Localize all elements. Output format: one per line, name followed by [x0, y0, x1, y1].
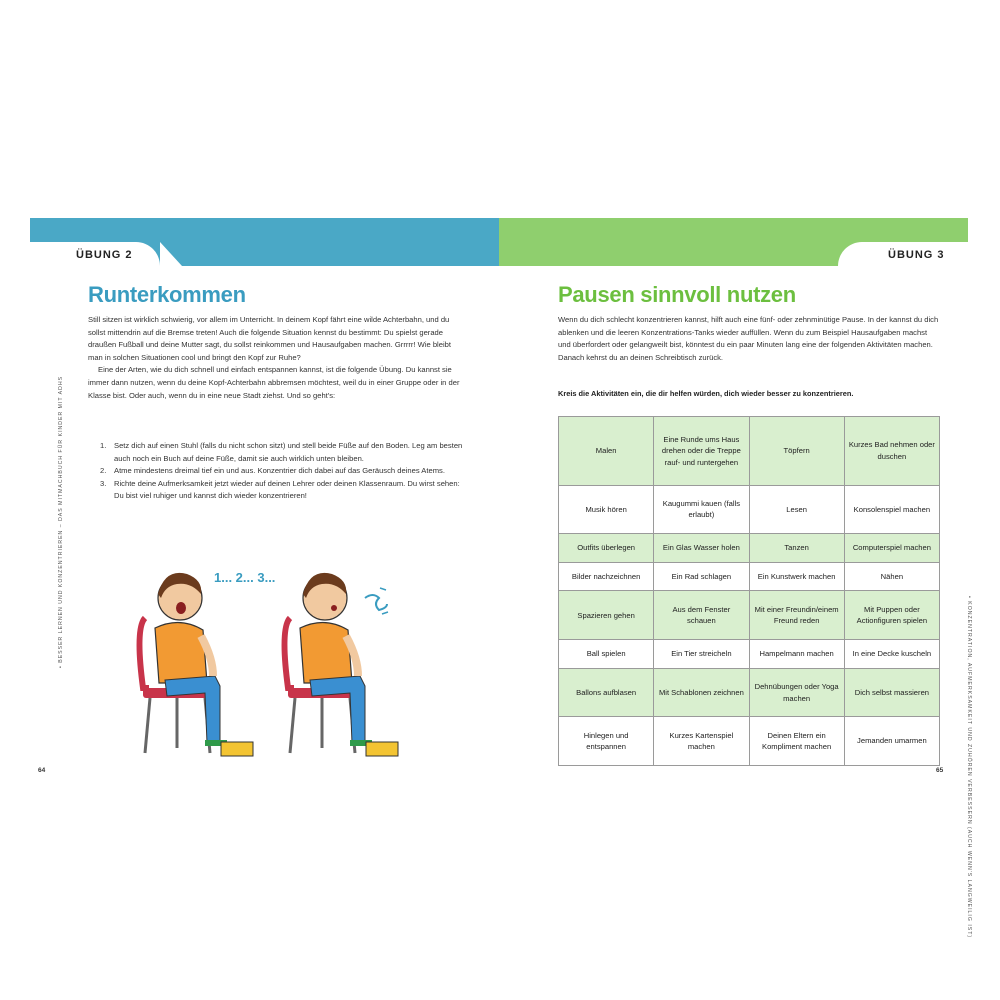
page-number-left: 64 — [38, 767, 46, 774]
table-row — [559, 534, 940, 563]
instruction-text: Kreis die Aktivitäten ein, die dir helfen würden, dich wieder besser zu konzentrieren. — [558, 389, 854, 398]
step-item — [100, 440, 464, 465]
activity-cell[interactable]: Hinlegen und entspannen — [559, 717, 654, 766]
activity-cell[interactable]: Mit Puppen oder Actionfiguren spielen — [844, 591, 939, 640]
activity-cell[interactable]: Aus dem Fenster schauen — [654, 591, 749, 640]
exercise-label-right: ÜBUNG 3 — [838, 242, 968, 266]
activity-cell[interactable]: Deinen Eltern ein Kompliment machen — [749, 717, 844, 766]
activity-cell[interactable]: Mit einer Freundin/einem Freund reden — [749, 591, 844, 640]
activity-cell[interactable]: Jemanden umarmen — [844, 717, 939, 766]
activity-cell[interactable]: Mit Schablonen zeichnen — [654, 668, 749, 717]
book-spread — [30, 218, 972, 939]
activity-cell[interactable]: Kurzes Bad nehmen oder duschen — [844, 417, 939, 486]
paragraph: Eine der Arten, wie du dich schnell und einfach entspannen kannst, ist die folgende Übung. Du kannst sie immer dann nutzen, wenn du deine Kopf-Achterbahn abbremsen möchtest, weil du in einer Gruppe oder in der Klasse bist. Oder auch, wenn du in eine neue Stadt ziehst. Und so geht's: — [88, 365, 460, 400]
activity-cell[interactable]: Hampelmann machen — [749, 640, 844, 669]
activity-cell[interactable]: Dehnübungen oder Yoga machen — [749, 668, 844, 717]
page-number-right: 65 — [936, 767, 944, 774]
intro-text-left — [88, 314, 466, 402]
activity-cell[interactable]: Ball spielen — [559, 640, 654, 669]
step-text: Setz dich auf einen Stuhl (falls du nicht schon sitzt) und stell beide Füße auf den Boden. Leg am besten auch noch ein Buch auf deine Füße, damit sie auch wirklich unten bleiben. — [114, 441, 463, 463]
activity-cell[interactable]: Ein Tier streicheln — [654, 640, 749, 669]
activity-cell[interactable]: Outfits überlegen — [559, 534, 654, 563]
kid-inhaling-illustration — [125, 558, 255, 768]
table-row — [559, 591, 940, 640]
table-row — [559, 485, 940, 534]
activity-cell[interactable]: Dich selbst massieren — [844, 668, 939, 717]
paragraph: Still sitzen ist wirklich schwierig, vor allem im Unterricht. In deinem Kopf fährt eine wilde Achterbahn, und du sollst mittendrin auf die Bremse treten! Auch die folgende Situation kennst du bestimmt: Du spielst gerade draußen Fußball und deine Mutter sagt, du sollst reinkommen und Hausaufgaben machen. Grrrrr! Wie bleibt man in solchen Situationen cool und bringt den Kopf zur Ruhe? — [88, 315, 451, 362]
step-item — [100, 465, 464, 478]
step-item — [100, 478, 464, 503]
activity-cell[interactable]: Tanzen — [749, 534, 844, 563]
activity-cell[interactable]: Musik hören — [559, 485, 654, 534]
step-number: 2. — [100, 466, 107, 476]
exercise-steps — [100, 440, 464, 503]
activity-cell[interactable]: Malen — [559, 417, 654, 486]
page-title-left: Runterkommen — [88, 282, 246, 307]
activity-cell[interactable]: Ein Kunstwerk machen — [749, 562, 844, 591]
table-row — [559, 562, 940, 591]
activity-cell[interactable]: Bilder nachzeichnen — [559, 562, 654, 591]
page-title-right: Pausen sinnvoll nutzen — [558, 282, 796, 307]
activity-cell[interactable]: Kaugummi kauen (falls erlaubt) — [654, 485, 749, 534]
table-row — [559, 717, 940, 766]
step-text: Richte deine Aufmerksamkeit jetzt wieder auf deinen Lehrer oder deinen Klassenraum. Du wirst sehen: Du bist viel ruhiger und kannst dich wieder konzentrieren! — [114, 478, 460, 501]
activity-cell[interactable]: Konsolenspiel machen — [844, 485, 939, 534]
activity-cell[interactable]: Nähen — [844, 562, 939, 591]
activity-cell[interactable]: Kurzes Kartenspiel machen — [654, 717, 749, 766]
table-row — [559, 668, 940, 717]
exercise-label-left: ÜBUNG 2 — [30, 242, 160, 266]
activity-cell[interactable]: Lesen — [749, 485, 844, 534]
activity-cell[interactable]: Ein Glas Wasser holen — [654, 534, 749, 563]
table-row — [559, 417, 940, 486]
activity-cell[interactable]: Eine Runde ums Haus drehen oder die Treppe rauf- und runtergehen — [654, 417, 749, 486]
side-running-title-right: • KONZENTRATION, AUFMERKSAMKEIT UND ZUHÖREN VERBESSERN (AUCH WENN'S LANGWEILIG IST) — [966, 596, 972, 939]
activities-table — [558, 416, 940, 766]
activity-cell[interactable]: Computerspiel machen — [844, 534, 939, 563]
breath-count-label: 1... 2... 3... — [214, 570, 276, 585]
kid-exhaling-illustration — [270, 558, 410, 768]
table-row — [559, 640, 940, 669]
activity-cell[interactable]: In eine Decke kuscheln — [844, 640, 939, 669]
step-number: 1. — [100, 441, 107, 450]
intro-text-right: Wenn du dich schlecht konzentrieren kannst, hilft auch eine fünf- oder zehnminütige Pause. In der kannst du dich ablenken und die leeren Konzentrations-Tanks wieder auffüllen. Wenn du zum Beispiel Hausaufgaben machst und überfordert oder gelangweilt bist, könntest du ein paar Minuten lang eine der folgenden Aktivitäten machen. Danach kehrst du an deinen Schreibtisch zurück. — [558, 315, 939, 362]
side-running-title-left: • BESSER LERNEN UND KONZENTRIEREN – DAS MITMACHBUCH FÜR KINDER MIT ADHS — [58, 375, 64, 668]
activity-cell[interactable]: Töpfern — [749, 417, 844, 486]
activity-cell[interactable]: Spazieren gehen — [559, 591, 654, 640]
step-text: Atme mindestens dreimal tief ein und aus. Konzentrier dich dabei auf das Geräusch deines Atems. — [114, 466, 445, 476]
activity-cell[interactable]: Ballons aufblasen — [559, 668, 654, 717]
activity-cell[interactable]: Ein Rad schlagen — [654, 562, 749, 591]
step-number: 3. — [100, 478, 107, 488]
